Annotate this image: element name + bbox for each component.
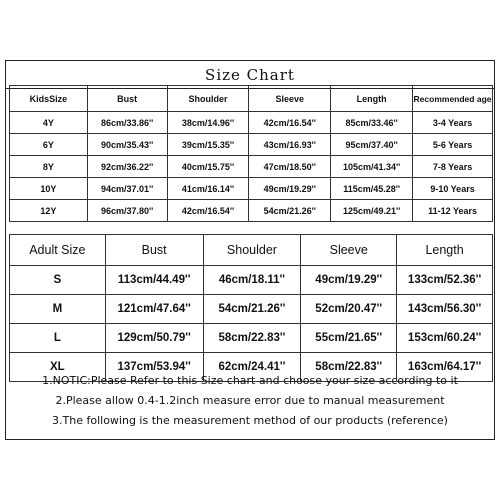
adult-sleeve-cell: 58cm/22.83'' xyxy=(301,353,397,382)
adult-size-table xyxy=(9,234,493,382)
adult-length-cell: 143cm/56.30'' xyxy=(397,295,493,324)
adult-bust-cell: 113cm/44.49'' xyxy=(105,266,203,295)
kids-size-table xyxy=(9,85,493,222)
table-row xyxy=(10,134,493,156)
kids-sleeve-cell: 43cm/16.93'' xyxy=(249,134,331,156)
kids-length-cell: 95cm/37.40'' xyxy=(331,134,413,156)
kids-sleeve-cell: 54cm/21.26'' xyxy=(249,200,331,222)
adult-bust-cell: 129cm/50.79'' xyxy=(105,324,203,353)
kids-age-cell: 7-8 Years xyxy=(413,156,493,178)
adult-header-sleeve: Sleeve xyxy=(301,235,397,266)
kids-bust-cell: 90cm/35.43'' xyxy=(87,134,167,156)
kids-age-cell: 9-10 Years xyxy=(413,178,493,200)
kids-bust-cell: 96cm/37.80'' xyxy=(87,200,167,222)
adult-length-cell: 163cm/64.17'' xyxy=(397,353,493,382)
adult-bust-cell: 121cm/47.64'' xyxy=(105,295,203,324)
kids-age-cell: 5-6 Years xyxy=(413,134,493,156)
table-row xyxy=(10,324,493,353)
kids-header-bust: Bust xyxy=(87,86,167,112)
adult-length-cell: 153cm/60.24'' xyxy=(397,324,493,353)
kids-shoulder-cell: 42cm/16.54'' xyxy=(167,200,249,222)
chart-title: Size Chart xyxy=(6,61,494,89)
note-line: 1.NOTIC:Please Refer to this Size chart and choose your size according to it xyxy=(42,374,458,387)
kids-shoulder-cell: 40cm/15.75'' xyxy=(167,156,249,178)
kids-header-shoulder: Shoulder xyxy=(167,86,249,112)
adult-sleeve-cell: 55cm/21.65'' xyxy=(301,324,397,353)
adult-shoulder-cell: 58cm/22.83'' xyxy=(203,324,301,353)
kids-bust-cell: 92cm/36.22'' xyxy=(87,156,167,178)
kids-length-cell: 125cm/49.21'' xyxy=(331,200,413,222)
kids-bust-cell: 94cm/37.01'' xyxy=(87,178,167,200)
kids-size-cell: 4Y xyxy=(10,112,88,134)
table-row xyxy=(10,156,493,178)
adult-shoulder-cell: 62cm/24.41'' xyxy=(203,353,301,382)
adult-size-cell: M xyxy=(10,295,106,324)
kids-length-cell: 115cm/45.28'' xyxy=(331,178,413,200)
adult-sleeve-cell: 49cm/19.29'' xyxy=(301,266,397,295)
adult-shoulder-cell: 54cm/21.26'' xyxy=(203,295,301,324)
kids-age-cell: 11-12 Years xyxy=(413,200,493,222)
kids-length-cell: 105cm/41.34'' xyxy=(331,156,413,178)
adult-bust-cell: 137cm/53.94'' xyxy=(105,353,203,382)
adult-header-shoulder: Shoulder xyxy=(203,235,301,266)
adult-sleeve-cell: 52cm/20.47'' xyxy=(301,295,397,324)
adult-header-row xyxy=(10,235,493,266)
kids-shoulder-cell: 39cm/15.35'' xyxy=(167,134,249,156)
note-line: 3.The following is the measurement method of our products (reference) xyxy=(52,414,448,427)
adult-size-cell: XL xyxy=(10,353,106,382)
adult-size-cell: L xyxy=(10,324,106,353)
notes xyxy=(6,371,494,431)
adult-header-size: Adult Size xyxy=(10,235,106,266)
kids-length-cell: 85cm/33.46'' xyxy=(331,112,413,134)
kids-header-size: KidsSize xyxy=(10,86,88,112)
kids-size-cell: 10Y xyxy=(10,178,88,200)
adult-size-cell: S xyxy=(10,266,106,295)
kids-shoulder-cell: 38cm/14.96'' xyxy=(167,112,249,134)
kids-header-recommended-age: Recommended age xyxy=(413,86,493,112)
table-row xyxy=(10,112,493,134)
kids-size-cell: 12Y xyxy=(10,200,88,222)
adult-header-length: Length xyxy=(397,235,493,266)
kids-header-row xyxy=(10,86,493,112)
kids-bust-cell: 86cm/33.86'' xyxy=(87,112,167,134)
adult-header-bust: Bust xyxy=(105,235,203,266)
table-row xyxy=(10,200,493,222)
note-line: 2.Please allow 0.4-1.2inch measure error due to manual measurement xyxy=(55,394,445,407)
kids-size-cell: 6Y xyxy=(10,134,88,156)
kids-size-cell: 8Y xyxy=(10,156,88,178)
size-chart xyxy=(5,60,495,440)
kids-header-sleeve: Sleeve xyxy=(249,86,331,112)
kids-sleeve-cell: 49cm/19.29'' xyxy=(249,178,331,200)
kids-sleeve-cell: 47cm/18.50'' xyxy=(249,156,331,178)
table-row xyxy=(10,295,493,324)
table-row xyxy=(10,178,493,200)
kids-sleeve-cell: 42cm/16.54'' xyxy=(249,112,331,134)
table-row xyxy=(10,266,493,295)
kids-age-cell: 3-4 Years xyxy=(413,112,493,134)
adult-length-cell: 133cm/52.36'' xyxy=(397,266,493,295)
adult-shoulder-cell: 46cm/18.11'' xyxy=(203,266,301,295)
kids-header-length: Length xyxy=(331,86,413,112)
kids-shoulder-cell: 41cm/16.14'' xyxy=(167,178,249,200)
